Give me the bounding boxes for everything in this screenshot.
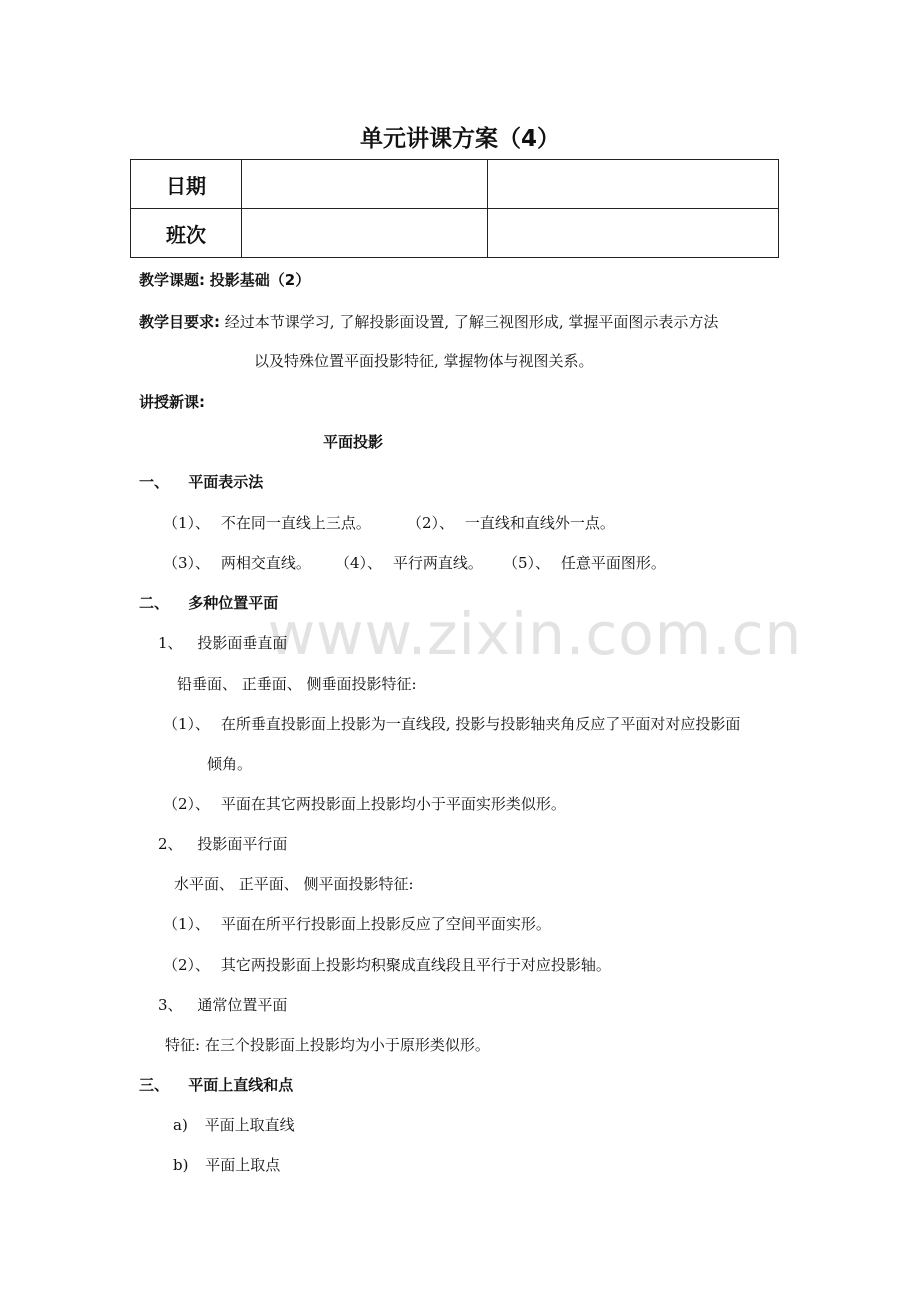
list-item <box>335 552 483 573</box>
subsection-2-point-1 <box>163 913 551 934</box>
subsection-2-point-2 <box>163 954 611 975</box>
watermark: www.zixin.com.cn <box>267 600 803 668</box>
item-number: a) <box>173 1116 188 1134</box>
list-item <box>163 552 311 573</box>
item-text: 平面上取直线 <box>204 1116 295 1134</box>
subsection-number: 1、 <box>158 634 183 652</box>
table-row <box>131 160 779 209</box>
item-text: 不在同一直线上三点。 <box>220 514 371 532</box>
subsection-1-heading <box>158 632 287 653</box>
item-number: （5）、 <box>503 554 551 572</box>
subsection-1-point-1 <box>163 713 740 734</box>
item-text: 平面在所平行投影面上投影反应了空间平面实形。 <box>220 915 551 933</box>
objective-label: 教学目要求: <box>139 313 220 331</box>
objective-line-1 <box>139 311 718 332</box>
item-number: （3）、 <box>163 554 211 572</box>
list-item <box>163 512 371 533</box>
info-table <box>130 159 779 258</box>
item-number: （1）、 <box>163 514 211 532</box>
section-2-heading <box>139 592 278 613</box>
subsection-2-heading <box>158 833 287 854</box>
subsection-2-intro: 水平面、 正平面、 侧平面投影特征: <box>174 875 414 893</box>
objective-line-2: 以及特殊位置平面投影特征, 掌握物体与视图关系。 <box>254 352 594 370</box>
date-cell-1 <box>242 160 488 209</box>
subsection-1-point-2 <box>163 793 566 814</box>
section-subtitle: 平面投影 <box>323 433 384 451</box>
subsection-title: 投影面垂直面 <box>197 634 288 652</box>
item-text: 平面上取点 <box>205 1156 281 1174</box>
item-number: （2）、 <box>163 956 211 974</box>
class-cell-2 <box>488 209 779 258</box>
section-3-number: 三、 <box>139 1076 170 1094</box>
new-lesson-label: 讲授新课: <box>139 393 205 411</box>
section-3-heading <box>139 1074 293 1095</box>
page-title: 单元讲课方案（4） <box>359 126 560 152</box>
item-text: 一直线和直线外一点。 <box>464 514 615 532</box>
topic-line <box>139 269 310 290</box>
class-cell-1 <box>242 209 488 258</box>
list-item <box>173 1114 295 1135</box>
topic-value: 投影基础（2） <box>209 271 311 289</box>
item-number: （2）、 <box>163 795 211 813</box>
section-2-title: 多种位置平面 <box>188 594 279 612</box>
list-item <box>173 1154 280 1175</box>
class-label: 班次 <box>131 209 242 258</box>
section-1-title: 平面表示法 <box>188 473 264 491</box>
section-1-heading <box>139 471 263 492</box>
item-number: b) <box>173 1156 189 1174</box>
subsection-1-point-1-cont: 倾角。 <box>207 755 253 773</box>
item-number: （1）、 <box>163 715 211 733</box>
list-item <box>503 552 666 573</box>
subsection-title: 通常位置平面 <box>197 996 288 1014</box>
subsection-3-feature: 特征: 在三个投影面上投影均为小于原形类似形。 <box>165 1036 490 1054</box>
item-text: 其它两投影面上投影均积聚成直线段且平行于对应投影轴。 <box>220 956 611 974</box>
objective-text-1: 经过本节课学习, 了解投影面设置, 了解三视图形成, 掌握平面图示表示方法 <box>224 313 719 331</box>
item-text: 任意平面图形。 <box>560 554 666 572</box>
item-text: 在所垂直投影面上投影为一直线段, 投影与投影轴夹角反应了平面对对应投影面 <box>220 715 741 733</box>
subsection-number: 2、 <box>158 835 183 853</box>
item-number: （4）、 <box>335 554 383 572</box>
date-label: 日期 <box>131 160 242 209</box>
subsection-1-intro: 铅垂面、 正垂面、 侧垂面投影特征: <box>177 675 417 693</box>
item-text: 平行两直线。 <box>392 554 483 572</box>
date-cell-2 <box>488 160 779 209</box>
list-item <box>407 512 615 533</box>
section-2-number: 二、 <box>139 594 170 612</box>
item-text: 平面在其它两投影面上投影均小于平面实形类似形。 <box>220 795 566 813</box>
subsection-title: 投影面平行面 <box>197 835 288 853</box>
subsection-number: 3、 <box>158 996 183 1014</box>
table-row <box>131 209 779 258</box>
section-3-title: 平面上直线和点 <box>188 1076 294 1094</box>
section-1-number: 一、 <box>139 473 170 491</box>
subsection-3-heading <box>158 994 287 1015</box>
topic-label: 教学课题: <box>139 271 205 289</box>
item-text: 两相交直线。 <box>220 554 311 572</box>
item-number: （1）、 <box>163 915 211 933</box>
item-number: （2）、 <box>407 514 455 532</box>
